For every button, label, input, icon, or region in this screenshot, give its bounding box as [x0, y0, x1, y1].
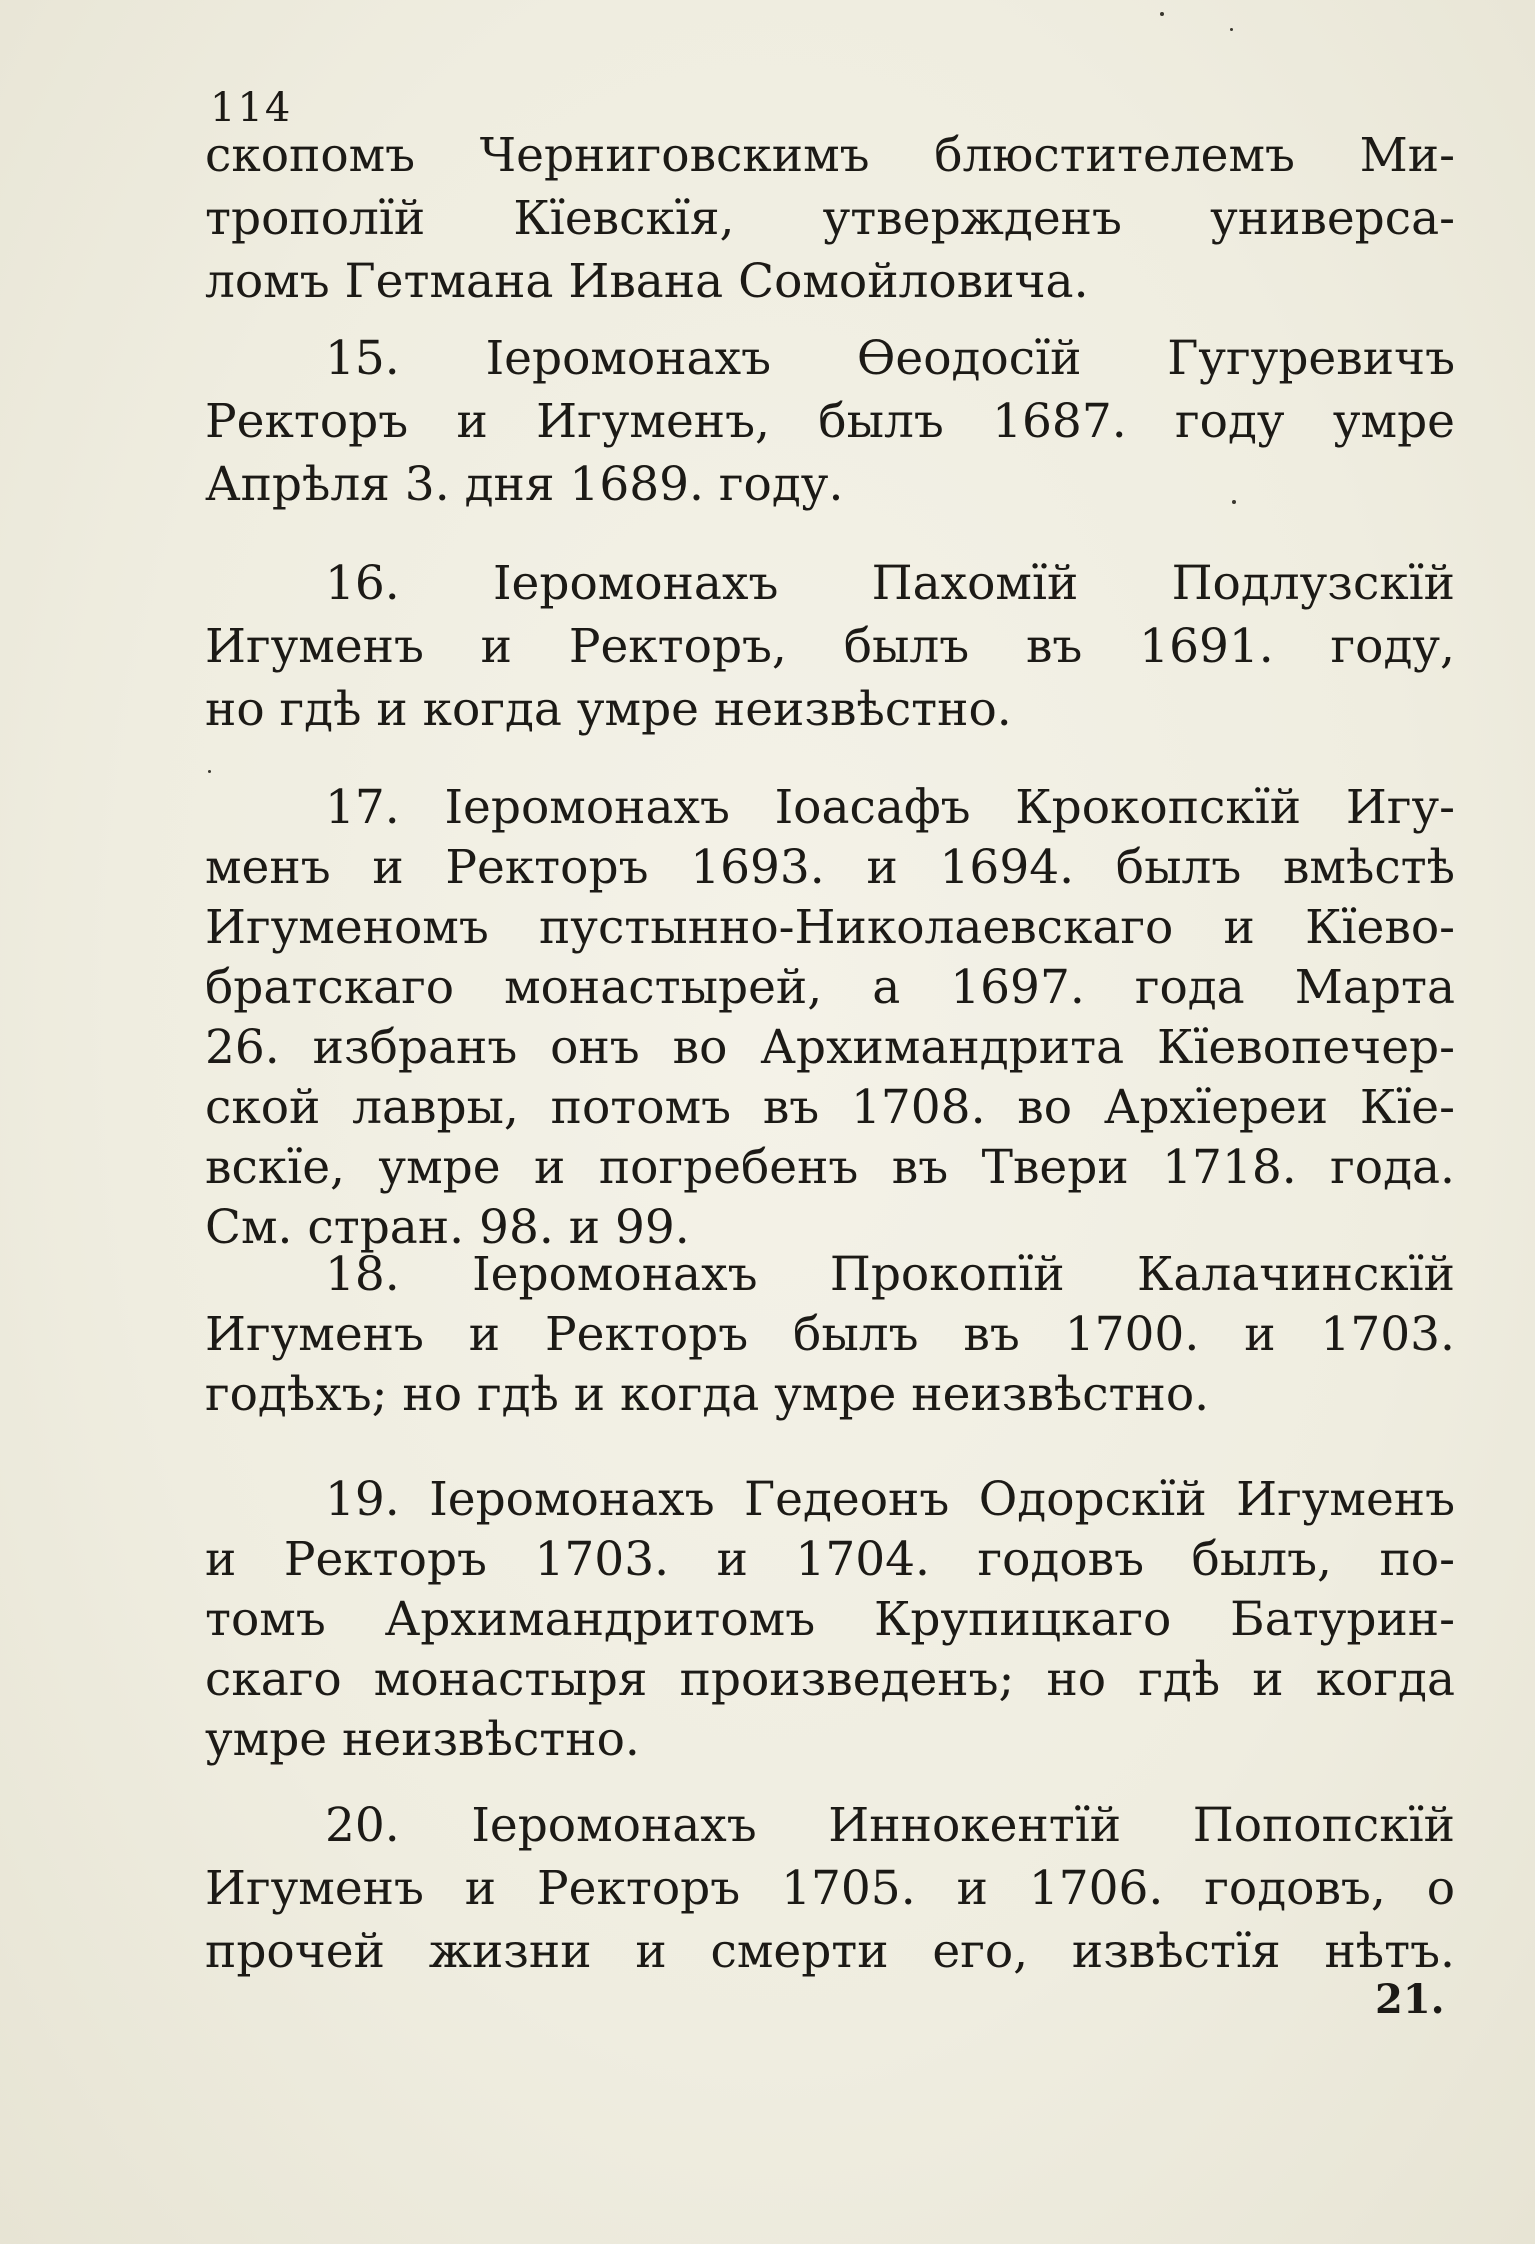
text-line: годѣхъ; но гдѣ и когда умре неизвѣстно. — [205, 1367, 1210, 1422]
ink-speck — [208, 770, 211, 773]
text-line: трополїй Кїевскїя, утвержденъ универса- — [205, 191, 1455, 246]
text-line: умре неизвѣстно. — [205, 1712, 640, 1767]
ink-speck — [1232, 500, 1236, 504]
text-line: скопомъ Черниговскимъ блюстителемъ Ми- — [205, 128, 1455, 183]
ink-speck — [1230, 28, 1233, 31]
text-line: 19. Іеромонахъ Гедеонъ Одорскїй Игуменъ — [325, 1472, 1455, 1527]
text-line: братскаго монастырей, а 1697. года Марта — [205, 960, 1455, 1015]
text-line: Игуменомъ пустынно-Николаевскаго и Кїево- — [205, 900, 1455, 955]
text-line: менъ и Ректоръ 1693. и 1694. былъ вмѣстѣ — [205, 840, 1455, 895]
text-line: Игуменъ и Ректоръ 1705. и 1706. годовъ, о — [205, 1861, 1455, 1916]
text-line: ломъ Гетмана Ивана Сомойловича. — [205, 254, 1089, 309]
text-line: ской лавры, потомъ въ 1708. во Архїереи Кїе- — [205, 1080, 1455, 1135]
text-line: Игуменъ и Ректоръ былъ въ 1700. и 1703. — [205, 1307, 1455, 1362]
text-line: скаго монастыря произведенъ; но гдѣ и когда — [205, 1652, 1455, 1707]
entry-16 — [205, 552, 1455, 741]
entry-18 — [205, 1245, 1455, 1425]
text-line: Апрѣля 3. дня 1689. году. — [205, 457, 844, 512]
entry-19 — [205, 1470, 1455, 1770]
paragraph-continuation — [205, 124, 1455, 313]
text-line: Игуменъ и Ректоръ, былъ въ 1691. году, — [205, 619, 1455, 674]
entry-17 — [205, 778, 1455, 1258]
page-number: 114 — [210, 85, 293, 131]
text-line: 15. Іеромонахъ Ѳеодосїй Гугуревичъ — [325, 331, 1455, 386]
text-line: 16. Іеромонахъ Пахомїй Подлузскїй — [325, 556, 1455, 611]
entry-20 — [205, 1794, 1455, 1983]
text-line: 17. Іеромонахъ Іоасафъ Крокопскїй Игу- — [325, 780, 1455, 835]
text-line: и Ректоръ 1703. и 1704. годовъ былъ, по- — [205, 1532, 1455, 1587]
text-line: 20. Іеромонахъ Иннокентїй Попопскїй — [325, 1798, 1455, 1853]
text-line: прочей жизни и смерти его, извѣстїя нѣтъ. — [205, 1924, 1455, 1979]
text-line: См. стран. 98. и 99. — [205, 1200, 690, 1255]
catchword: 21. — [1375, 1976, 1445, 2023]
text-line: но гдѣ и когда умре неизвѣстно. — [205, 682, 1012, 737]
text-line: томъ Архимандритомъ Крупицкаго Батурин- — [205, 1592, 1455, 1647]
entry-15 — [205, 327, 1455, 516]
text-line: Ректоръ и Игуменъ, былъ 1687. году умре — [205, 394, 1455, 449]
text-line: 18. Іеромонахъ Прокопїй Калачинскїй — [325, 1247, 1455, 1302]
text-line: 26. избранъ онъ во Архимандрита Кїевопечер- — [205, 1020, 1455, 1075]
ink-speck — [1160, 12, 1164, 16]
text-line: вскїе, умре и погребенъ въ Твери 1718. года. — [205, 1140, 1455, 1195]
